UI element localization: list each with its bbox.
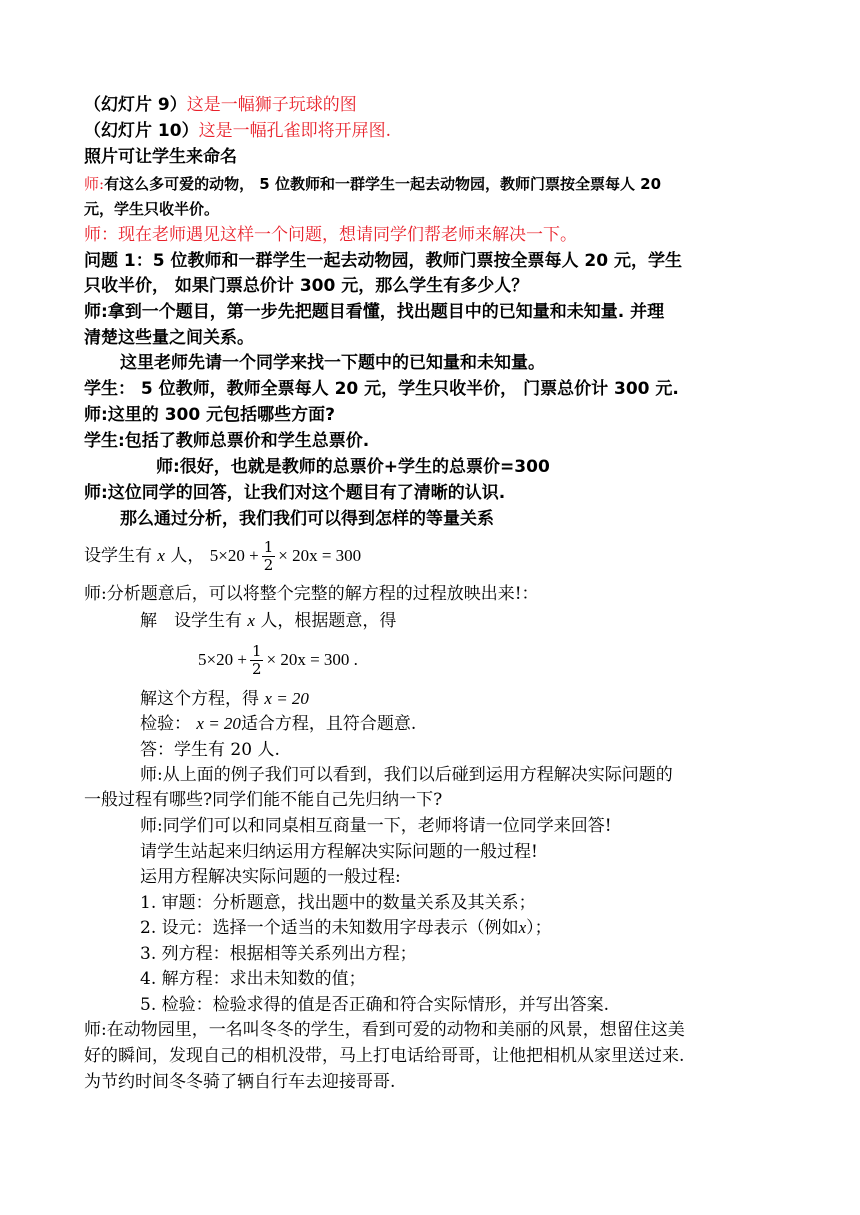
intro-line-3: 师：现在老师遇见这样一个问题，想请同学们帮老师来解决一下。	[84, 225, 577, 245]
dialog-line-2: 清楚这些量之间关系。	[84, 328, 254, 348]
solution-variable: x	[247, 611, 255, 630]
dialog-line-5: 师:这里的 300 元包括哪些方面?	[84, 405, 335, 425]
slide-9-text: 这是一幅狮子玩球的图	[186, 95, 357, 115]
solution-eq-left: 5×20 +	[198, 650, 247, 669]
slide-9-label: （幻灯片 9）	[84, 95, 187, 115]
intro-text-1: 有这么多可爱的动物， 5 位教师和一群学生一起去动物园，教师门票按全票每人 20	[104, 175, 662, 193]
slide-9-line	[84, 93, 357, 117]
intro-line-1	[84, 172, 661, 196]
solution-solve	[140, 687, 309, 711]
equation-suffix: 人，	[170, 546, 205, 566]
problem-line-2: 只收半价， 如果门票总价计 300 元，那么学生有多少人？	[84, 276, 529, 296]
solution-fraction-numerator: 1	[251, 642, 262, 660]
dialog-line-3: 这里老师先请一个同学来找一下题中的已知量和未知量。	[120, 353, 545, 373]
solution-solve-eq: x = 20	[264, 689, 309, 708]
solution-solve-text: 解这个方程，得	[140, 689, 259, 709]
solution-setup	[140, 609, 396, 633]
summary-line-1: 师:从上面的例子我们可以看到，我们以后碰到运用方程解决实际问题的	[140, 765, 673, 785]
naming-line: 照片可让学生来命名	[84, 147, 237, 167]
summary-line-3: 师:同学们可以和同桌相互商量一下，老师将请一位同学来回答!	[140, 816, 612, 836]
dialog-line-7: 师:很好，也就是教师的总票价+学生的总票价=300	[156, 457, 550, 477]
story-line-1: 师:在动物园里，一名叫冬冬的学生，看到可爱的动物和美丽的风景，想留住这美	[84, 1020, 685, 1040]
solution-fraction	[250, 643, 264, 678]
step-1: 1. 审题：分析题意，找出题中的数量关系及其关系；	[140, 893, 536, 913]
solution-check-text: 适合方程，且符合题意.	[240, 714, 417, 734]
equation-line	[84, 538, 361, 574]
step-2-end: ）；	[526, 918, 552, 938]
solution-intro: 师:分析题意后，可以将整个完整的解方程的过程放映出来!：	[84, 584, 539, 604]
slide-10-label: （幻灯片 10）	[84, 121, 199, 141]
step-5: 5. 检验：检验求得的值是否正确和符合实际情形，并写出答案.	[140, 995, 610, 1015]
fraction-numerator: 1	[263, 538, 274, 556]
solution-setup-b: 人，根据题意，得	[260, 611, 397, 631]
solution-equation	[198, 642, 358, 678]
step-2	[140, 916, 552, 940]
summary-line-2: 一般过程有哪些?同学们能不能自己先归纳一下?	[84, 790, 443, 810]
dialog-line-8: 师:这位同学的回答，让我们对这个题目有了清晰的认识.	[84, 483, 506, 503]
dialog-line-1: 师:拿到一个题目，第一步先把题目看懂，找出题目中的已知量和未知量. 并理	[84, 302, 665, 322]
problem-line-1: 问题 1：5 位教师和一群学生一起去动物园，教师门票按全票每人 20 元，学生	[84, 251, 682, 271]
step-4: 4. 解方程：求出未知数的值；	[140, 969, 366, 989]
step-2-variable: x	[518, 918, 527, 937]
solution-check	[140, 712, 416, 736]
solution-answer: 答：学生有 20 人.	[140, 740, 280, 760]
dialog-line-9: 那么通过分析，我们我们可以得到怎样的等量关系	[120, 509, 494, 529]
intro-line-2: 元，学生只收半价。	[84, 200, 220, 218]
solution-eq-right: × 20x = 300 .	[266, 650, 358, 669]
summary-line-4: 请学生站起来归纳运用方程解决实际问题的一般过程!	[140, 842, 538, 862]
summary-line-5: 运用方程解决实际问题的一般过程:	[140, 867, 401, 887]
dialog-line-4: 学生： 5 位教师，教师全票每人 20 元，学生只收半价， 门票总价计 300 元.	[84, 379, 679, 399]
slide-10-line	[84, 119, 391, 143]
equation-fraction	[262, 539, 276, 574]
dialog-line-6: 学生:包括了教师总票价和学生总票价.	[84, 431, 370, 451]
solution-check-label: 检验：	[140, 714, 191, 734]
equation-variable: x	[157, 546, 165, 565]
solution-check-eq: x = 20	[196, 714, 241, 733]
equation-prefix: 设学生有	[84, 546, 152, 566]
equation-left: 5×20 +	[209, 546, 259, 565]
speaker-label: 师:	[84, 175, 105, 193]
solution-setup-a: 解 设学生有	[140, 611, 242, 631]
step-2-text: 2. 设元：选择一个适当的未知数用字母表示（例如	[140, 918, 519, 938]
story-line-2: 好的瞬间，发现自己的相机没带，马上打电话给哥哥，让他把相机从家里送过来.	[84, 1046, 685, 1066]
equation-right: × 20x = 300	[278, 546, 362, 565]
step-3: 3. 列方程：根据相等关系列出方程；	[140, 944, 417, 964]
story-line-3: 为节约时间冬冬骑了辆自行车去迎接哥哥.	[84, 1072, 396, 1092]
fraction-denominator: 2	[263, 556, 274, 574]
solution-fraction-denominator: 2	[251, 660, 262, 678]
slide-10-text: 这是一幅孔雀即将开屏图.	[198, 121, 391, 141]
